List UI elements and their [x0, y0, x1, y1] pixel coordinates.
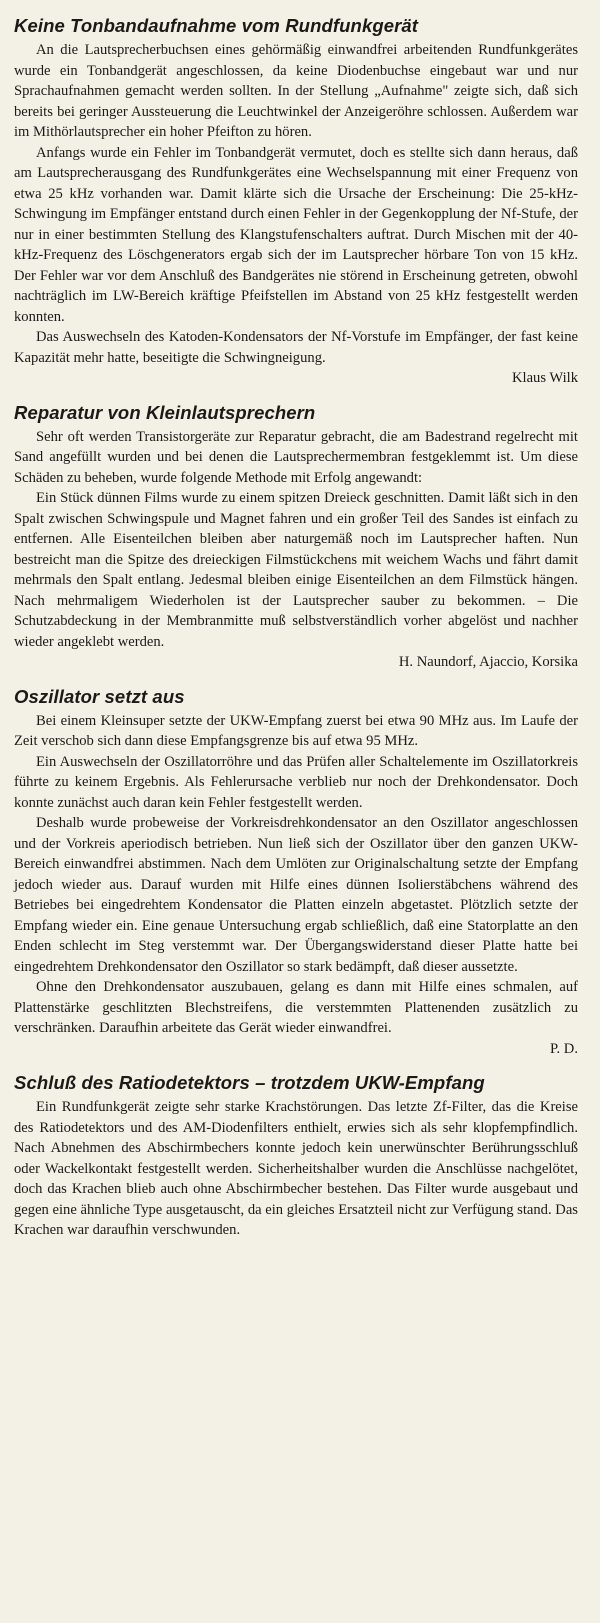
article-paragraph: Anfangs wurde ein Fehler im Tonbandgerät vermutet, doch es stellte sich dann heraus, daß am Lautsprecherausgang des Rundfunkgerätes eine Wechselspannung mit einer Frequenz von etwa 25 kHz vorhanden war. Damit klärte sich die Ursache der Erscheinung: Die 25-kHz-Schwingung im Empfänger entstand durch einen Fehler in der Gegenkopplung der Nf-Stufe, der nur in einer bestimmten Stellung des Klangstufenschalters auftrat. Durch Mischen mit der 40-kHz-Frequenz des Löschgenerators ergab sich der im Lautsprecher hörbare Ton von 15 kHz. Der Fehler war vor dem Anschluß des Bandgerätes nie störend in Erscheinung getreten, obwohl nachträglich im LW-Bereich kräftige Pfeifstellen im Abstand von 25 kHz festgestellt werden konnten.	[14, 144, 578, 325]
article-paragraph: Ein Rundfunkgerät zeigte sehr starke Krachstörungen. Das letzte Zf-Filter, das die Kreise des Ratiodetektors und des AM-Diodenfilters enthielt, erwies sich als sehr klopfempfindlich. Nach Abnehmen des Abschirmbechers konnte jedoch kein unerwünschter Berührungsschluß oder Wackelkontakt festgestellt werden. Sicherheitshalber wurden die Anschlüsse nachgelötet, doch das Krachen blieb auch ohne Abschirmbecher bestehen. Das Filter wurde ausgebaut und gegen eine ähnliche Type ausgetauscht, da ein gleiches Ersatzteil nicht zur Verfügung stand. Das Krachen war daraufhin verschwunden.	[14, 1099, 578, 1238]
article-paragraph: Deshalb wurde probeweise der Vorkreisdrehkondensator an den Oszillator angeschlossen und der Vorkreis aperiodisch betrieben. Nun ließ sich der Oszillator über den ganzen UKW-Bereich einwandfrei abstimmen. Nach dem Umlöten zur Originalschaltung setzte der Empfang jedoch wieder aus. Darauf wurden mit Hilfe eines dünnen Isolierstäbchens während des Betriebes bei eingedrehtem Kondensator die Platten einzeln abgetastet. Plötzlich setzte der Empfang wieder ein. Eine genaue Untersuchung ergab schließlich, daß eine Statorplatte an den Enden schlecht im Steg verstemmt war. Der Übergangswiderstand dieser Platte hatte bei eingedrehtem Drehkondensator den Oszillator so stark bedämpft, daß dieser aussetzte.	[14, 815, 578, 975]
article-title: Oszillator setzt aus	[14, 685, 185, 707]
article-paragraph: Sehr oft werden Transistorgeräte zur Reparatur gebracht, die am Badestrand regelrecht mit Sand angefüllt wurden und bei denen die Lautsprechermembran festgeklemmt ist. Um diese Schäden zu beheben, wurde folgende Methode mit Erfolg angewandt:	[14, 428, 578, 486]
article-paragraph: Das Auswechseln des Katoden-Kondensators der Nf-Vorstufe im Empfänger, der fast keine Kapazität mehr hatte, beseitigte die Schwingneigung.	[14, 329, 578, 366]
article-title: Keine Tonbandaufnahme vom Rundfunkgerät	[14, 15, 419, 36]
article-title: Reparatur von Kleinlautsprechern	[14, 401, 316, 423]
article-paragraph: An die Lautsprecherbuchsen eines gehörmäßig einwandfrei arbeitenden Rundfunkgerätes wurde ein Tonbandgerät angeschlossen, da keine Diodenbuchse eingebaut war und nur Sprachaufnahmen gemacht werden sollten. In der Stellung „Aufnahme" zeigte sich, daß sich bereits bei geringer Aussteuerung die Leuchtwinkel der Anzeigeröhre schlossen. Außerdem war im Mithörlautsprecher ein hoher Pfeifton zu hören.	[14, 42, 578, 140]
article-ratiodetektor	[14, 1071, 578, 1241]
article-paragraph: Ein Auswechseln der Oszillatorröhre und das Prüfen aller Schaltelemente im Oszillatorkreis führte zu keinem Ergebnis. Als Fehlerursache verblieb nur noch der Drehkondensator. Doch konnte zunächst auch daran kein Fehler festgestellt werden.	[14, 753, 578, 811]
article-paragraph: Bei einem Kleinsuper setzte der UKW-Empfang zuerst bei etwa 90 MHz aus. Im Laufe der Zeit verschob sich dann diese Empfangsgrenze bis auf etwa 95 MHz.	[14, 712, 578, 749]
article-paragraph: Ohne den Drehkondensator auszubauen, gelang es dann mit Hilfe eines schmalen, auf Plattenstärke geschlitzten Blechstreifens, die verstemmten Plattenenden zusätzlich zu verschränken. Daraufhin arbeitete das Gerät wieder einwandfrei.	[14, 979, 578, 1036]
article-paragraph: Ein Stück dünnen Films wurde zu einem spitzen Dreieck geschnitten. Damit läßt sich in den Spalt zwischen Schwingspule und Magnet fahren und ein großer Teil des Sandes ist einfach zu entfernen. Alle Eisenteilchen bleiben aber naturgemäß noch im Lautsprecher haften. Nun bestreicht man die Spitze des dreieckigen Filmstückchens mit weichem Wachs und fährt damit mehrmals den Spalt entlang. Jedesmal bleiben einige Eisenteilchen an dem Filmstück hängen. Nach mehrmaligem Wiederholen ist der Lautsprecher sauber zu bekommen. – Die Schutzabdeckung in der Membranmitte muß selbstverständlich vorher abgelöst und nachher wieder angeklebt werden.	[14, 490, 578, 650]
article-author: H. Naundorf, Ajaccio, Korsika	[398, 654, 578, 670]
article-title: Schluß des Ratiodetektors – trotzdem UKW-Empfang	[14, 1072, 485, 1093]
article-author: Klaus Wilk	[511, 370, 578, 386]
article-oszillator	[14, 685, 578, 1060]
article-kleinlautsprecher	[14, 401, 578, 673]
article-author: P. D.	[550, 1040, 578, 1057]
article-tonbandaufnahme	[14, 14, 578, 389]
